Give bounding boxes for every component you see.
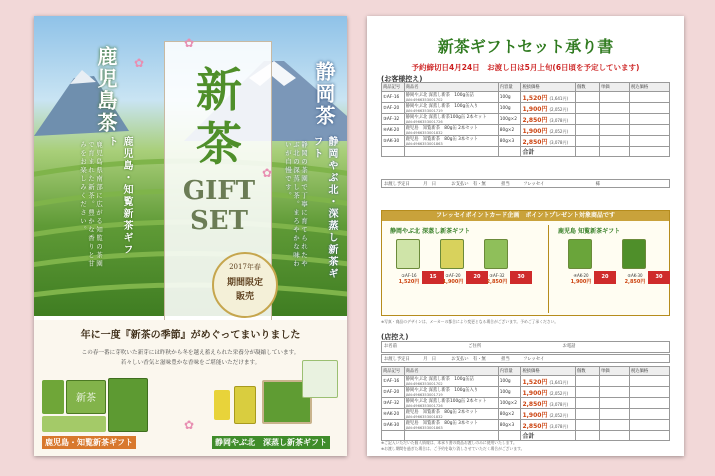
column-header: 商品名 bbox=[404, 83, 498, 92]
total-cell bbox=[382, 147, 405, 157]
table-row bbox=[382, 387, 670, 398]
unit-cell[interactable] bbox=[600, 136, 630, 147]
promo-item-code: ⑤AK-30 bbox=[627, 273, 643, 278]
unit-cell[interactable] bbox=[600, 125, 630, 136]
package-label: 新茶 bbox=[76, 393, 96, 404]
total-label: 合計 bbox=[521, 431, 576, 441]
jan-code: JAN:4966353001863 bbox=[405, 426, 443, 430]
promo-item-price: 1,520円 bbox=[398, 279, 420, 285]
total-cell bbox=[600, 431, 630, 441]
jan-code: JAN:4966353001719 bbox=[405, 109, 443, 113]
product-price bbox=[521, 92, 576, 103]
product-quantity-text: 80g×3 bbox=[499, 138, 515, 144]
receiver-label: 様 bbox=[595, 182, 600, 187]
promo-product-image bbox=[568, 239, 592, 269]
form-title: 新茶ギフトセット承り書 bbox=[437, 37, 614, 56]
product-quantity bbox=[498, 409, 521, 420]
product-code bbox=[382, 420, 405, 431]
jan-code: JAN:4966353001863 bbox=[405, 142, 443, 146]
form-subtitle: 予約締切日4月24日 お渡し日は5月上旬(6日頃を予定しています) bbox=[411, 63, 640, 72]
promo-item-label bbox=[566, 273, 596, 285]
product-code-text: ②AF-20 bbox=[383, 389, 400, 395]
promo-header: フレッセイポイントカード企画 ポイントプレゼント対象商品です bbox=[382, 211, 669, 221]
total-cell bbox=[404, 431, 498, 441]
product-name-text: 鹿児島 知覧新茶 80g缶 2本セット bbox=[405, 410, 479, 415]
count-cell[interactable] bbox=[576, 92, 600, 103]
table-row bbox=[382, 103, 670, 114]
total-cell bbox=[576, 431, 600, 441]
table-row bbox=[382, 92, 670, 103]
total-cell[interactable] bbox=[630, 398, 670, 409]
column-header: 税抜価格 bbox=[521, 367, 576, 376]
jan-code: JAN:4966353001719 bbox=[405, 393, 443, 397]
promo-product-image bbox=[484, 239, 508, 269]
promo-item-label bbox=[394, 273, 424, 285]
promo-item-price: 1,900円 bbox=[442, 279, 464, 285]
title-gift: GIFT bbox=[182, 176, 256, 206]
headline: 年に一度『新茶の季節』がめぐってまいりました bbox=[80, 330, 301, 341]
promo-item-price: 2,850円 bbox=[624, 279, 646, 285]
column-header: 税込価格 bbox=[630, 367, 670, 376]
caption-shizuoka: 静岡やぶ北 深蒸し新茶ギフト bbox=[212, 436, 330, 449]
title-kanji-2: 茶 bbox=[196, 117, 242, 171]
product-name-text: 鹿児島 知覧新茶 80g缶 2本セット bbox=[405, 126, 479, 131]
product-name-text: 静岡やぶ北 深蒸し新茶 100g缶詰 bbox=[405, 93, 474, 98]
promo-item-code: ③AF-32 bbox=[489, 273, 505, 278]
product-price bbox=[521, 420, 576, 431]
jan-code: JAN:4966353001726 bbox=[405, 120, 443, 124]
tax-included-price: (3,078円) bbox=[549, 117, 569, 123]
intro-line-1: この春一番に芽吹いた新芽には昨秋から冬を越え蓄えられた栄養分が凝縮しています。 bbox=[81, 350, 300, 356]
promo-item-price: 1,900円 bbox=[570, 279, 592, 285]
jan-code: JAN:4966353001702 bbox=[405, 382, 443, 386]
store-copy-label: (店控え) bbox=[381, 333, 409, 341]
region-shizuoka: 静岡茶 bbox=[312, 61, 336, 127]
product-price bbox=[521, 376, 576, 387]
product-quantity-text: 100g×2 bbox=[499, 400, 517, 406]
product-code bbox=[382, 387, 405, 398]
product-name bbox=[404, 376, 498, 387]
product-quantity-text: 100g bbox=[499, 105, 511, 111]
jan-code: JAN:4966353001832 bbox=[405, 131, 443, 135]
table-row bbox=[382, 376, 670, 387]
tax-included-price: (1,641円) bbox=[549, 379, 569, 385]
footer-note-1: ※ご記入いただいた個人情報は、本承り書の商品お渡しのみに使用いたします。 bbox=[381, 440, 517, 445]
product-code-text: ①AF-16 bbox=[383, 94, 400, 100]
product-quantity-text: 100g bbox=[499, 389, 511, 395]
product-price-text: 1,900円 bbox=[522, 411, 548, 419]
tax-included-price: (3,078円) bbox=[549, 423, 569, 429]
column-header: 税込価格 bbox=[630, 83, 670, 92]
total-cell[interactable] bbox=[630, 103, 670, 114]
points-badge bbox=[648, 271, 670, 284]
product-name-text: 鹿児島 知覧新茶 80g缶 3本セット bbox=[405, 421, 479, 426]
product-code-text: ②AF-20 bbox=[383, 105, 400, 111]
source-label: フレッセイ bbox=[523, 182, 545, 187]
tax-included-price: (2,052円) bbox=[549, 106, 569, 112]
column-header: 個数 bbox=[576, 83, 600, 92]
total-cell[interactable] bbox=[630, 431, 670, 441]
product-code-text: ④AK-20 bbox=[383, 127, 400, 133]
date-label: お渡し予定日 bbox=[384, 357, 410, 362]
product-price-text: 2,850円 bbox=[522, 400, 548, 408]
product-quantity-text: 100g bbox=[499, 94, 511, 100]
product-box bbox=[234, 386, 256, 424]
product-code bbox=[382, 409, 405, 420]
count-cell[interactable] bbox=[576, 114, 600, 125]
payment-label: お支払い 有・無 bbox=[451, 357, 486, 362]
points-value: 20 bbox=[473, 274, 481, 280]
product-quantity bbox=[498, 103, 521, 114]
points-value: 30 bbox=[517, 274, 525, 280]
footer-note-2: ※お渡し期間を過ぎた場合は、ご予約を取り消しさせていただく場合がございます。 bbox=[381, 446, 525, 451]
product-name bbox=[404, 114, 498, 125]
table-header-row bbox=[382, 83, 670, 92]
tax-included-price: (3,078円) bbox=[549, 139, 569, 145]
total-cell[interactable] bbox=[630, 125, 670, 136]
unit-cell[interactable] bbox=[600, 387, 630, 398]
unit-cell[interactable] bbox=[600, 376, 630, 387]
column-header: 単価 bbox=[600, 83, 630, 92]
points-badge bbox=[510, 271, 532, 284]
flyer-lower-panel bbox=[34, 320, 347, 456]
product-name bbox=[404, 398, 498, 409]
product-quantity bbox=[498, 387, 521, 398]
promo-divider bbox=[548, 225, 549, 313]
product-code bbox=[382, 376, 405, 387]
product-price bbox=[521, 387, 576, 398]
column-header: 商品名 bbox=[404, 367, 498, 376]
total-cell[interactable] bbox=[630, 114, 670, 125]
product-price bbox=[521, 398, 576, 409]
product-price-text: 1,520円 bbox=[522, 94, 548, 102]
product-code bbox=[382, 114, 405, 125]
promo-right-title: 鹿児島 知覧新茶ギフト bbox=[558, 228, 621, 235]
person-label: 担当 bbox=[501, 182, 510, 187]
product-quantity bbox=[498, 114, 521, 125]
kagoshima-body: 鹿児島県南部に広がる知覧の茶園で育まれた新茶。豊かな香りと甘みをお楽しみください。 bbox=[79, 141, 103, 269]
customer-date-row bbox=[381, 179, 670, 188]
points-value: 20 bbox=[601, 274, 609, 280]
badge-line2: 販売 bbox=[235, 292, 254, 302]
column-header: 個数 bbox=[576, 367, 600, 376]
points-badge bbox=[594, 271, 616, 284]
jan-code: JAN:4966353001832 bbox=[405, 415, 443, 419]
customer-copy-label: (お客様控え) bbox=[381, 75, 423, 83]
product-code-text: ③AF-32 bbox=[383, 116, 400, 122]
product-price bbox=[521, 136, 576, 147]
table-row bbox=[382, 420, 670, 431]
promo-product-image bbox=[622, 239, 646, 269]
product-code-text: ⑤AK-30 bbox=[383, 138, 400, 144]
total-row bbox=[382, 431, 670, 441]
date-value: 月 日 bbox=[423, 357, 437, 362]
phone-label: お電話 bbox=[562, 344, 576, 349]
person-label: 担当 bbox=[501, 357, 510, 362]
promo-left-title: 静岡やぶ北 深蒸し新茶ギフト bbox=[390, 228, 471, 235]
product-name bbox=[404, 125, 498, 136]
count-cell[interactable] bbox=[576, 376, 600, 387]
product-price bbox=[521, 409, 576, 420]
product-name-text: 静岡やぶ北 深蒸し新茶100g缶 2本セット bbox=[405, 115, 487, 120]
name-label: お名前 bbox=[384, 344, 397, 349]
tax-included-price: (2,052円) bbox=[549, 390, 569, 396]
tax-included-price: (2,052円) bbox=[549, 412, 569, 418]
product-code-text: ③AF-32 bbox=[383, 400, 400, 406]
product-name bbox=[404, 92, 498, 103]
store-date-row bbox=[381, 354, 670, 363]
promo-item-price: 2,850円 bbox=[486, 279, 508, 285]
table-row bbox=[382, 398, 670, 409]
title-kanji-1: 新 bbox=[196, 63, 242, 117]
promo-item-code: ④AK-20 bbox=[573, 273, 589, 278]
product-quantity-text: 80g×2 bbox=[499, 127, 515, 133]
total-cell bbox=[382, 431, 405, 441]
product-code-text: ①AF-16 bbox=[383, 378, 400, 384]
column-header: 税抜価格 bbox=[521, 83, 576, 92]
table-row bbox=[382, 125, 670, 136]
count-cell[interactable] bbox=[576, 125, 600, 136]
total-cell bbox=[576, 147, 600, 157]
total-cell[interactable] bbox=[630, 409, 670, 420]
unit-cell[interactable] bbox=[600, 420, 630, 431]
unit-cell[interactable] bbox=[600, 409, 630, 420]
tax-included-price: (2,052円) bbox=[549, 128, 569, 134]
product-name bbox=[404, 420, 498, 431]
kagoshima-subtitle: 鹿児島・知覧新茶ギフト bbox=[106, 136, 132, 256]
customer-order-table bbox=[381, 82, 670, 157]
total-cell[interactable] bbox=[630, 136, 670, 147]
store-order-table bbox=[381, 366, 670, 441]
product-code bbox=[382, 92, 405, 103]
tax-included-price: (1,641円) bbox=[549, 95, 569, 101]
product-code bbox=[382, 103, 405, 114]
product-price-text: 2,850円 bbox=[522, 116, 548, 124]
count-cell[interactable] bbox=[576, 420, 600, 431]
product-box bbox=[302, 360, 338, 398]
points-value: 15 bbox=[429, 274, 437, 280]
caption-kagoshima: 鹿児島・知覧新茶ギフト bbox=[42, 436, 136, 449]
product-quantity bbox=[498, 376, 521, 387]
total-cell[interactable] bbox=[630, 420, 670, 431]
product-quantity bbox=[498, 398, 521, 409]
product-name bbox=[404, 387, 498, 398]
customer-info-row[interactable] bbox=[381, 341, 670, 353]
promo-item-code: ②AF-20 bbox=[445, 273, 461, 278]
product-quantity bbox=[498, 136, 521, 147]
jan-code: JAN:4966353001702 bbox=[405, 98, 443, 102]
product-tray bbox=[42, 416, 106, 432]
product-price-text: 2,850円 bbox=[522, 422, 548, 430]
intro-line-2: 若々しい香気と滋味豊かな香味をご堪能いただけます。 bbox=[120, 360, 261, 366]
product-name-text: 静岡やぶ北 深蒸し新茶100g缶 2本セット bbox=[405, 399, 487, 404]
points-promotion bbox=[381, 210, 670, 316]
count-cell[interactable] bbox=[576, 409, 600, 420]
product-quantity bbox=[498, 125, 521, 136]
cherry-blossom-icon: ✿ bbox=[134, 56, 145, 70]
date-value: 月 日 bbox=[423, 182, 437, 187]
product-code bbox=[382, 398, 405, 409]
jan-code: JAN:4966353001726 bbox=[405, 404, 443, 408]
product-name-text: 静岡やぶ北 深蒸し新茶 100g缶詰 bbox=[405, 377, 474, 382]
badge-year: 2017年春 bbox=[229, 263, 261, 271]
product-quantity-text: 80g×2 bbox=[499, 411, 515, 417]
count-cell[interactable] bbox=[576, 398, 600, 409]
count-cell[interactable] bbox=[576, 136, 600, 147]
count-cell[interactable] bbox=[576, 387, 600, 398]
total-cell[interactable] bbox=[630, 147, 670, 157]
product-code-text: ⑤AK-30 bbox=[383, 422, 400, 428]
column-header: 商品記号 bbox=[382, 83, 405, 92]
product-quantity-text: 80g×3 bbox=[499, 422, 515, 428]
cherry-blossom-icon: ✿ bbox=[184, 418, 195, 432]
count-cell[interactable] bbox=[576, 103, 600, 114]
product-code-text: ④AK-20 bbox=[383, 411, 400, 417]
product-name bbox=[404, 103, 498, 114]
date-label: お渡し予定日 bbox=[384, 182, 410, 187]
product-code bbox=[382, 125, 405, 136]
tax-included-price: (3,078円) bbox=[549, 401, 569, 407]
total-cell[interactable] bbox=[630, 387, 670, 398]
promo-item-code: ①AF-16 bbox=[401, 273, 417, 278]
column-header: 商品記号 bbox=[382, 367, 405, 376]
unit-cell[interactable] bbox=[600, 398, 630, 409]
product-can bbox=[214, 390, 230, 420]
promo-item-label bbox=[482, 273, 512, 285]
product-code bbox=[382, 136, 405, 147]
order-form bbox=[367, 16, 684, 456]
source-label: フレッセイ bbox=[523, 357, 545, 362]
product-price-text: 1,900円 bbox=[522, 105, 548, 113]
product-price bbox=[521, 114, 576, 125]
unit-cell[interactable] bbox=[600, 103, 630, 114]
badge-line1: 期間限定 bbox=[226, 278, 263, 288]
table-header-row bbox=[382, 367, 670, 376]
total-cell bbox=[498, 431, 521, 441]
product-box bbox=[66, 380, 106, 414]
product-price-text: 1,900円 bbox=[522, 127, 548, 135]
column-header: 内容量 bbox=[498, 367, 521, 376]
promo-item-label bbox=[438, 273, 468, 285]
promo-product-image bbox=[396, 239, 420, 269]
table-row bbox=[382, 136, 670, 147]
shizuoka-body: 静岡の茶園で丁寧に育てられたやぶ北の深蒸し茶。まろやかな味わいが自慢です。 bbox=[284, 141, 308, 269]
column-header: 単価 bbox=[600, 367, 630, 376]
product-price bbox=[521, 125, 576, 136]
region-kagoshima: 鹿児島茶 bbox=[94, 46, 118, 134]
limited-time-badge bbox=[212, 252, 278, 318]
title-set: SET bbox=[190, 206, 248, 236]
table-row bbox=[382, 114, 670, 125]
column-header: 内容量 bbox=[498, 83, 521, 92]
total-label: 合計 bbox=[521, 147, 576, 157]
product-name-text: 静岡やぶ北 深蒸し新茶 100g缶入り bbox=[405, 104, 479, 109]
product-quantity bbox=[498, 420, 521, 431]
product-name bbox=[404, 409, 498, 420]
promo-product-image bbox=[440, 239, 464, 269]
product-quantity bbox=[498, 92, 521, 103]
total-cell bbox=[498, 147, 521, 157]
cherry-blossom-icon: ✿ bbox=[262, 166, 273, 180]
product-price bbox=[521, 103, 576, 114]
product-name bbox=[404, 136, 498, 147]
product-price-text: 1,520円 bbox=[522, 378, 548, 386]
promo-item-label bbox=[620, 273, 650, 285]
product-price-text: 1,900円 bbox=[522, 389, 548, 397]
product-box bbox=[108, 378, 148, 432]
total-row bbox=[382, 147, 670, 157]
unit-cell[interactable] bbox=[600, 92, 630, 103]
total-cell[interactable] bbox=[630, 92, 670, 103]
total-cell bbox=[600, 147, 630, 157]
gift-flyer bbox=[34, 16, 347, 456]
address-label: ご住所 bbox=[468, 344, 482, 349]
table-row bbox=[382, 409, 670, 420]
product-quantity-text: 100g bbox=[499, 378, 511, 384]
product-quantity-text: 100g×2 bbox=[499, 116, 517, 122]
shizuoka-subtitle: 静岡やぶ北・深蒸し新茶ギフト bbox=[311, 136, 337, 280]
product-name-text: 静岡やぶ北 深蒸し新茶 100g缶入り bbox=[405, 388, 479, 393]
total-cell bbox=[404, 147, 498, 157]
payment-label: お支払い 有・無 bbox=[451, 182, 486, 187]
product-price-text: 2,850円 bbox=[522, 138, 548, 146]
cherry-blossom-icon: ✿ bbox=[184, 36, 195, 50]
product-name-text: 鹿児島 知覧新茶 80g缶 3本セット bbox=[405, 137, 479, 142]
total-cell[interactable] bbox=[630, 376, 670, 387]
design-note: ※写真・商品のデザインは、メーカーの都合により変更となる場合がございます。予めご了承ください。 bbox=[381, 319, 559, 324]
unit-cell[interactable] bbox=[600, 114, 630, 125]
product-can bbox=[42, 380, 64, 414]
points-value: 30 bbox=[655, 274, 663, 280]
